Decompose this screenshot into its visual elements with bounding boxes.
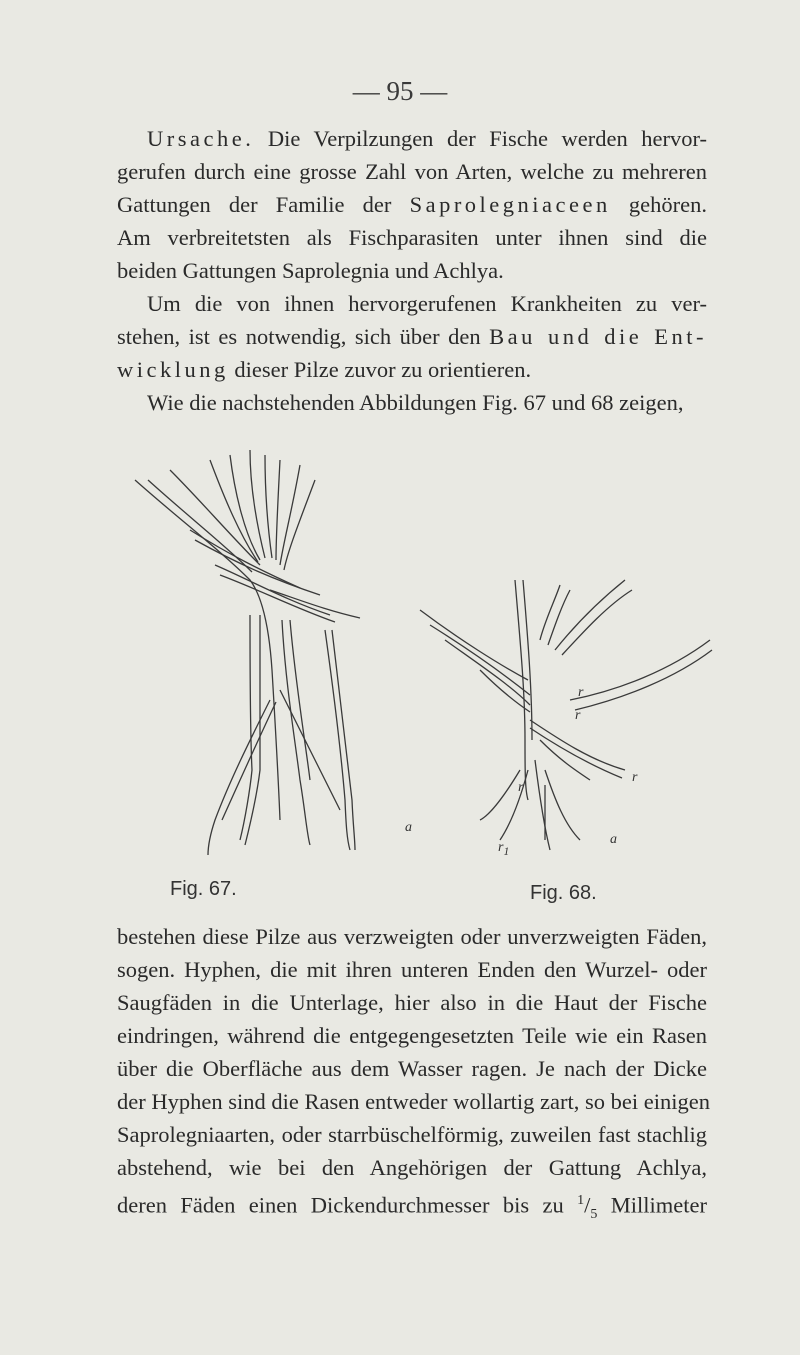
text-line: Wie die nachstehenden Abbildungen Fig. 67 und 68 zeigen, [147,390,684,415]
fig67-caption: Fig. 67. [170,878,237,900]
text-line: deren Fäden einen Dickendurchmesser bis zu $^1/_5$ Millimeter [117,1192,707,1222]
text-line: bestehen diese Pilze aus verzweigten oder unverzweigten Fäden, [117,924,707,949]
text-fragment: Millimeter [597,1192,707,1218]
emphasis-wicklung: wicklung [117,357,229,382]
text-line: Um die von ihnen hervorgerufenen Krankheiten zu ver- [147,291,707,316]
hyphae-illustration [100,440,720,870]
text-line: eindringen, während die entgegengesetzten Teile wie ein Rasen [117,1023,707,1048]
fraction-denominator: 5 [590,1207,598,1222]
paragraph-4 [117,920,710,1231]
page-number: — 95 — [352,76,448,106]
text-line [117,353,707,386]
text-line: der Hyphen sind die Rasen entweder wollartig zart, so bei einigen [117,1089,710,1114]
paragraph-3 [117,386,707,419]
fig68-drawing [420,580,712,850]
label-r1-sub: 1 [503,844,510,858]
text-fragment: dieser Pilze zuvor zu orientieren. [228,357,532,382]
label-r1-main: r [498,840,504,855]
label-r-2: r [575,708,581,723]
emphasis-saprolegniaceen: Saprolegniaceen [409,192,611,217]
text-line: beiden Gattungen Saprolegnia und Achlya. [117,258,504,283]
text-line: gerufen durch eine grosse Zahl von Arten, welche zu mehreren [117,159,707,184]
text-line: Saprolegniaarten, oder starrbüschelförmig, zuweilen fast stachlig [117,1122,707,1147]
text-line [117,188,707,221]
label-a-left: a [405,820,412,835]
label-r-3: r [632,770,638,785]
emphasis-bau-entwicklung: Bau und die Ent- [489,324,707,349]
label-r-1: r [578,685,584,700]
text-fragment: deren Fäden einen Dickendurchmesser bis zu [117,1192,578,1218]
text-fragment: Die Verpilzungen der Fische werden hervor- [254,126,707,151]
text-fragment: stehen, ist es notwendig, sich über den [117,324,490,349]
emphasis-ursache: Ursache. [147,126,255,151]
figure-area [100,440,720,980]
text-line [117,320,707,353]
paragraph-2 [117,287,707,386]
text-line: Saugfäden in die Unterlage, hier also in die Haut der Fische [117,990,707,1015]
paragraph-1 [117,122,707,287]
text-fragment: Gattungen der Familie der [117,192,410,217]
text-line [117,122,707,155]
fig68-caption: Fig. 68. [530,882,597,904]
text-line: sogen. Hyphen, die mit ihren unteren Enden den Wurzel- oder [117,957,707,982]
fraction-numerator: 1 [577,1193,585,1208]
text-line: Am verbreitetsten als Fischparasiten unter ihnen sind die [117,225,707,250]
text-fragment: gehören. [610,192,707,217]
fig67-drawing [135,450,360,855]
label-r-4: r [518,780,524,795]
text-line: über die Oberfläche aus dem Wasser ragen. Je nach der Dicke [117,1056,707,1081]
label-a-right: a [610,832,617,847]
text-line: abstehend, wie bei den Angehörigen der Gattung Achlya, [117,1155,707,1180]
label-r1 [498,840,509,858]
